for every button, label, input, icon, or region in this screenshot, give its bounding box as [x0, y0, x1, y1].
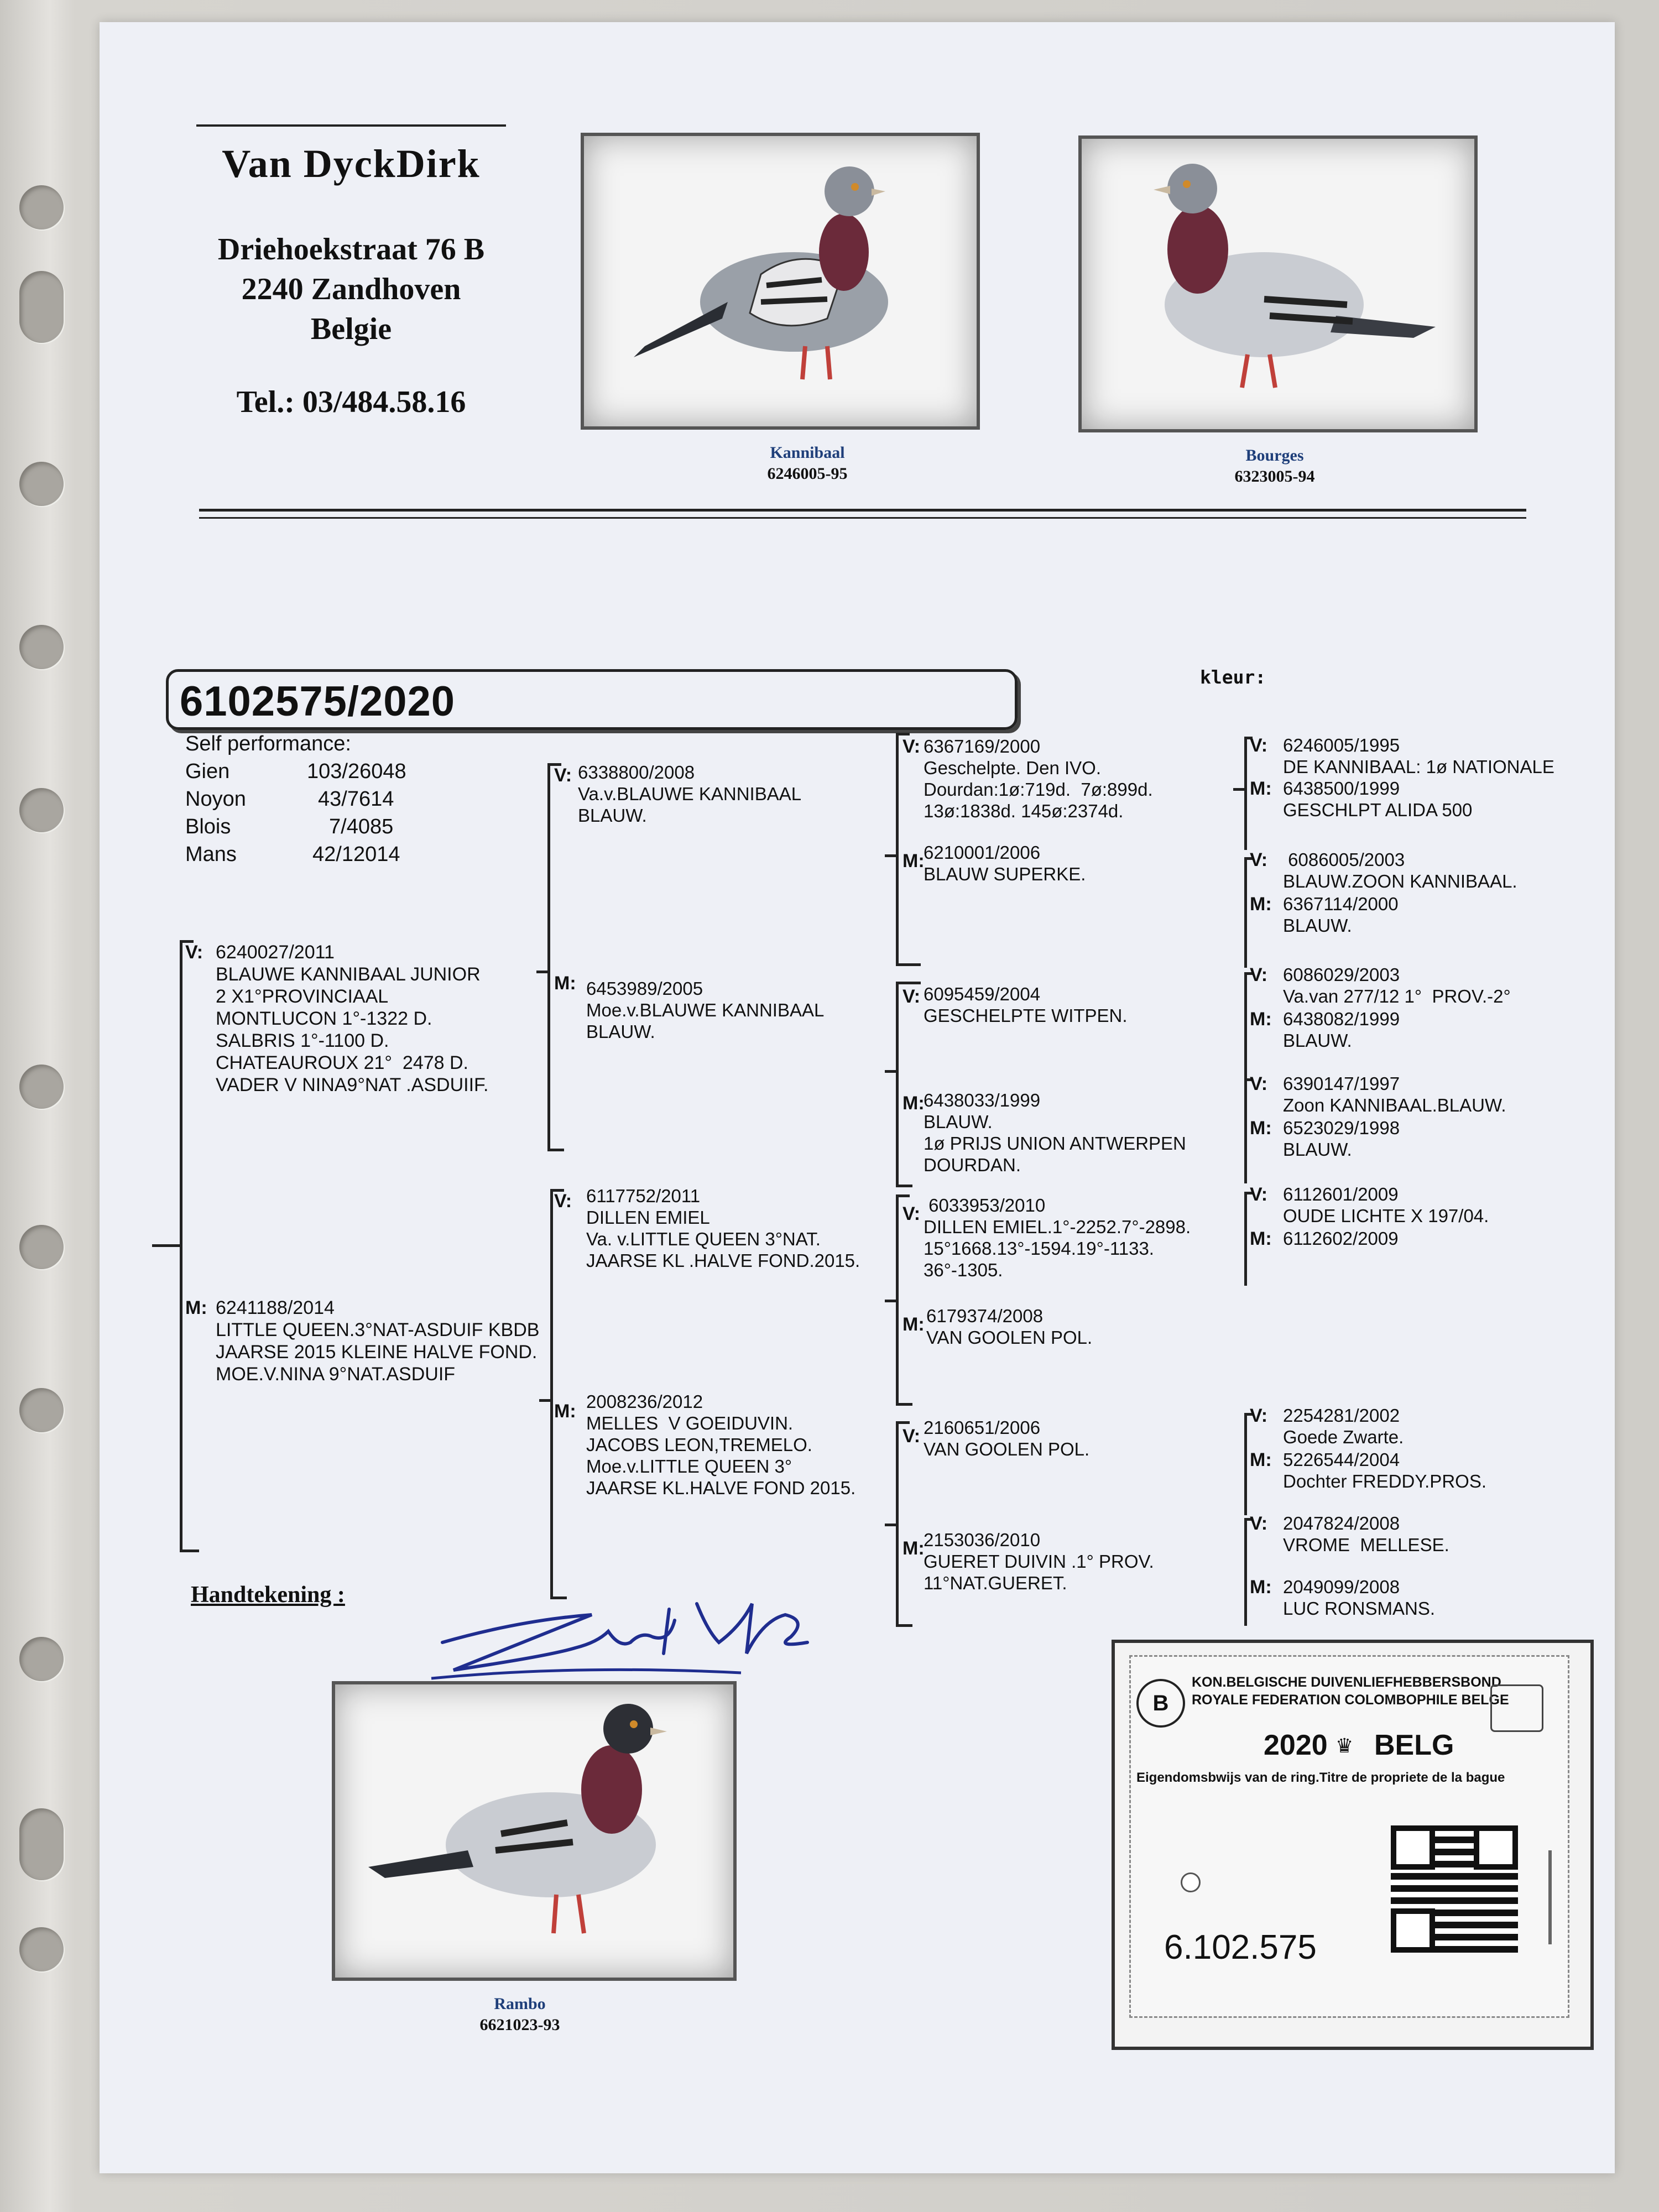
photo-caption-kannibaal	[747, 442, 868, 484]
bracket-line	[547, 1149, 564, 1151]
bracket-line	[896, 1624, 912, 1627]
punch-hole	[19, 1388, 64, 1432]
bracket-line	[539, 1399, 553, 1402]
bracket-line	[896, 963, 921, 966]
gen4-text: 6086005/2003 BLAUW.ZOON KANNIBAAL.	[1283, 849, 1517, 891]
header-rule	[199, 509, 1526, 512]
bracket-line	[885, 854, 899, 857]
gen4-tag: V:	[1250, 1184, 1268, 1205]
punch-hole	[19, 1927, 64, 1971]
pigeon-illustration	[335, 1684, 733, 1978]
gen4-tag: M:	[1250, 1118, 1272, 1139]
gen1-mother-text: 6241188/2014 LITTLE QUEEN.3°NAT-ASDUIF KBDB JAARSE 2015 KLEINE HALVE FOND. MOE.V.NINA 9°NAT.ASDUIF	[216, 1297, 540, 1385]
gen4-text: 2254281/2002 Goede Zwarte.	[1283, 1405, 1404, 1447]
gen3-tag: M:	[902, 1314, 925, 1335]
ring-card-inner	[1129, 1655, 1569, 2018]
ring-year: 2020	[1264, 1729, 1328, 1761]
photo-ring: 6246005-95	[767, 465, 848, 483]
self-performance-title: Self performance:	[185, 732, 351, 755]
bracket-line	[547, 763, 550, 1150]
crown-icon: ♛	[1335, 1734, 1354, 1757]
gen4-tag: V:	[1250, 964, 1268, 985]
gen3-text: 6179374/2008 VAN GOOLEN POL.	[926, 1306, 1093, 1348]
bracket-line	[1244, 737, 1247, 850]
gen4-text: 5226544/2004 Dochter FREDDY.PROS.	[1283, 1449, 1486, 1491]
gen2-tag: M:	[554, 973, 576, 994]
federation-name	[1192, 1673, 1509, 1709]
phone-number: Tel.: 03/484.58.16	[236, 385, 466, 419]
bracket-line	[1244, 1413, 1247, 1515]
performance-row: Noyon 43/7614	[185, 787, 394, 811]
performance-row: Mans 42/12014	[185, 843, 400, 866]
gen4-tag: M:	[1250, 1449, 1272, 1470]
bracket-line	[896, 1403, 912, 1406]
card-hole	[1181, 1872, 1201, 1892]
pigeon-illustration	[1082, 139, 1474, 429]
ring-number-box	[166, 669, 1018, 730]
bracket-line	[1244, 972, 1247, 1080]
gen4-text: 2047824/2008 VROME MELLESE.	[1283, 1513, 1449, 1555]
address-city: 2240 Zandhoven	[241, 272, 461, 306]
gen2-text: 6453989/2005 Moe.v.BLAUWE KANNIBAAL BLAUW.	[586, 978, 825, 1042]
gen4-tag: M:	[1250, 778, 1272, 799]
bracket-line	[885, 1070, 899, 1073]
bracket-line	[152, 1244, 182, 1247]
gen3-tag: V:	[902, 736, 921, 757]
photo-ring: 6621023-93	[479, 2016, 560, 2034]
bracket-line	[896, 982, 899, 1186]
pigeon-illustration	[584, 136, 977, 426]
gen4-tag: V:	[1250, 1405, 1268, 1426]
gen3-tag: V:	[902, 986, 921, 1007]
ring-number: 6102575/2020	[180, 678, 456, 725]
gen4-text: 6438500/1999 GESCHLPT ALIDA 500	[1283, 778, 1473, 820]
owner-name: Van DyckDirk	[222, 142, 481, 186]
gen4-tag: M:	[1250, 1577, 1272, 1598]
bracket-line	[1244, 1192, 1247, 1286]
bracket-line	[896, 1185, 912, 1187]
punch-holes	[11, 0, 72, 2212]
address-street: Driehoekstraat 76 B	[217, 232, 485, 267]
gen3-text: 6438033/1999 BLAUW. 1ø PRIJS UNION ANTWERPEN DOURDAN.	[924, 1090, 1186, 1175]
gen3-text: 6095459/2004 GESCHELPTE WITPEN.	[924, 984, 1128, 1026]
federation-name-fr: ROYALE FEDERATION COLOMBOPHILE BELGE	[1192, 1692, 1509, 1708]
gen4-text: 6523029/1998 BLAUW.	[1283, 1118, 1400, 1160]
photo-name: Kannibaal	[770, 444, 845, 462]
gen4-text: 6086029/2003 Va.van 277/12 1° PROV.-2°	[1283, 964, 1511, 1006]
pigeon-photo-bourges	[1078, 135, 1478, 432]
photo-caption-rambo	[459, 1994, 581, 2036]
fci-logo-icon	[1490, 1684, 1543, 1732]
gen2-text: 6338800/2008 Va.v.BLAUWE KANNIBAAL BLAUW.	[578, 762, 802, 826]
gen4-text: 6390147/1997 Zoon KANNIBAAL.BLAUW.	[1283, 1073, 1506, 1115]
federation-name-nl: KON.BELGISCHE DUIVENLIEFHEBBERSBOND	[1192, 1674, 1501, 1690]
gen4-tag: V:	[1250, 735, 1268, 756]
punch-hole	[19, 1808, 64, 1880]
ring-country: BELG	[1374, 1729, 1454, 1761]
bracket-line	[180, 1550, 199, 1552]
ring-card-number: 6.102.575	[1164, 1928, 1317, 1966]
gen3-text: 2160651/2006 VAN GOOLEN POL.	[924, 1417, 1090, 1459]
bracket-line	[180, 940, 182, 1551]
punch-hole	[19, 1225, 64, 1269]
gen3-tag: M:	[902, 1093, 925, 1114]
gen3-tag: V:	[902, 1426, 921, 1447]
bracket-line	[1244, 857, 1247, 968]
bracket-line	[885, 1524, 899, 1526]
photo-caption-bourges	[1214, 445, 1335, 487]
gen4-tag: M:	[1250, 894, 1272, 915]
gen2-text: 6117752/2011 DILLEN EMIEL Va. v.LITTLE QUEEN 3°NAT. JAARSE KL .HALVE FOND.2015.	[586, 1186, 860, 1271]
bracket-line	[896, 982, 921, 984]
address-block	[182, 229, 520, 349]
gen3-tag: M:	[902, 851, 925, 872]
punch-hole	[19, 1065, 64, 1109]
photo-ring: 6323005-94	[1234, 467, 1315, 486]
ownership-text: Eigendomsbwijs van de ring.Titre de propriete de la bague	[1136, 1770, 1505, 1785]
pigeon-photo-rambo	[332, 1681, 737, 1981]
gen2-tag: M:	[554, 1401, 576, 1422]
punch-hole	[19, 1637, 64, 1681]
gen4-tag: M:	[1250, 1009, 1272, 1030]
gen3-text: 6033953/2010 DILLEN EMIEL.1°-2252.7°-2898. 15°1668.13°-1594.19°-1133. 36°-1305.	[924, 1195, 1191, 1280]
gen3-tag: V:	[902, 1203, 921, 1224]
bracket-line	[896, 733, 899, 965]
signature-label: Handtekening :	[191, 1582, 345, 1608]
header-rule	[199, 517, 1526, 519]
gen3-tag: M:	[902, 1538, 925, 1559]
gen4-tag: M:	[1250, 1228, 1272, 1249]
gen2-text: 2008236/2012 MELLES V GOEIDUVIN. JACOBS LEON,TREMELO. Moe.v.LITTLE QUEEN 3° JAARSE KL.HALVE FOND 2015.	[586, 1391, 856, 1498]
gen1-father-tag: V:	[185, 942, 204, 963]
gen3-text: 6210001/2006 BLAUW SUPERKE.	[924, 842, 1086, 884]
performance-list	[185, 760, 473, 871]
punch-hole	[19, 271, 64, 343]
punch-hole	[19, 462, 64, 506]
punch-hole	[19, 625, 64, 669]
gen4-tag: V:	[1250, 1073, 1268, 1094]
gen4-text: 6112601/2009 OUDE LICHTE X 197/04.	[1283, 1184, 1489, 1226]
federation-logo-icon: B	[1136, 1679, 1185, 1728]
pigeon-photo-kannibaal	[581, 133, 980, 430]
ring-ownership-card	[1112, 1640, 1594, 2050]
gen4-text: 2049099/2008 LUC RONSMANS.	[1283, 1577, 1436, 1619]
bracket-line	[550, 1189, 553, 1598]
photo-name: Rambo	[494, 1995, 546, 2013]
gen4-text: 6246005/1995 DE KANNIBAAL: 1ø NATIONALE	[1283, 735, 1554, 777]
bracket-line	[1244, 1078, 1247, 1183]
bracket-line	[1244, 1518, 1247, 1626]
gen3-text: 2153036/2010 GUERET DUIVIN .1° PROV. 11°NAT.GUERET.	[924, 1530, 1154, 1593]
performance-row: Blois 7/4085	[185, 815, 394, 838]
punch-hole	[19, 788, 64, 832]
card-slot	[1548, 1850, 1552, 1944]
performance-row: Gien 103/26048	[185, 760, 406, 783]
gen4-tag: V:	[1250, 849, 1268, 870]
gen1-mother-tag: M:	[185, 1297, 207, 1318]
gen2-tag: V:	[554, 1191, 572, 1212]
gen1-father-text: 6240027/2011 BLAUWE KANNIBAAL JUNIOR 2 X1°PROVINCIAAL MONTLUCON 1°-1322 D. SALBRIS 1°-1100 D. CHATEAUROUX 21° 2478 D. VADER V NINA9°NAT .ASDUIIF.	[216, 942, 489, 1095]
bracket-line	[896, 1194, 910, 1197]
bracket-line	[885, 1300, 899, 1302]
address-country: Belgie	[310, 312, 392, 346]
qr-code-icon	[1391, 1825, 1518, 1953]
punch-hole	[19, 185, 64, 229]
gen4-text: 6367114/2000 BLAUW.	[1283, 894, 1399, 936]
colour-label: kleur:	[1200, 666, 1266, 688]
header-rule-top	[196, 124, 506, 127]
photo-name: Bourges	[1245, 446, 1304, 465]
gen3-text: 6367169/2000 Geschelpte. Den IVO. Dourdan:1ø:719d. 7ø:899d. 13ø:1838d. 145ø:2374d.	[924, 736, 1153, 821]
gen4-tag: V:	[1250, 1513, 1268, 1534]
gen4-text: 6112602/2009	[1283, 1228, 1399, 1249]
bracket-line	[896, 1421, 910, 1424]
gen4-text: 6438082/1999 BLAUW.	[1283, 1009, 1400, 1051]
gen2-tag: V:	[554, 765, 572, 786]
bracket-line	[1233, 788, 1244, 791]
bracket-line	[536, 971, 550, 973]
pedigree-page	[100, 22, 1615, 2173]
